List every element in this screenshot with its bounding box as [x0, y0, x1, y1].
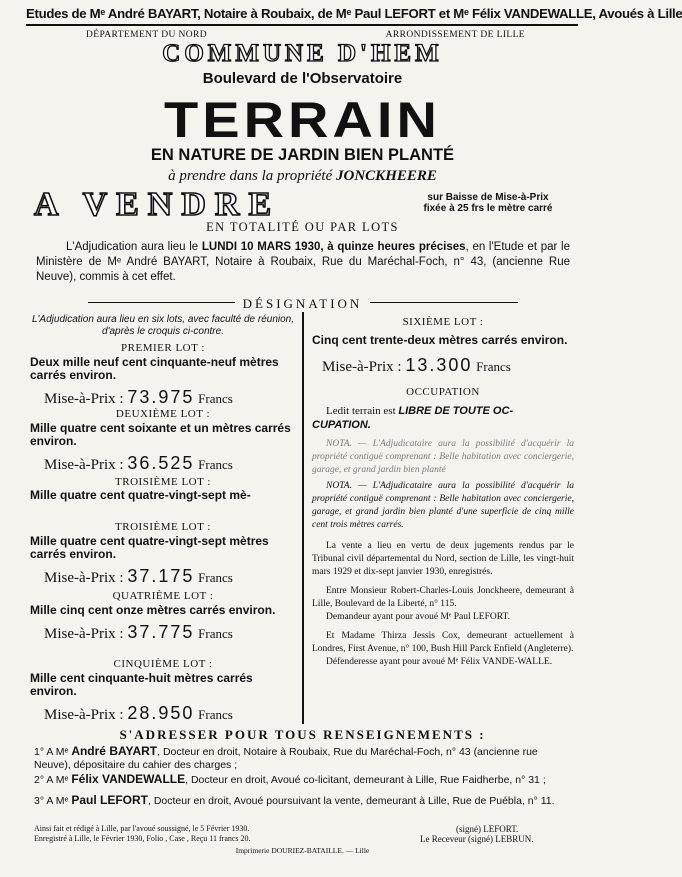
address-item	[34, 794, 574, 808]
lot-6-title: SIXIÈME LOT :	[402, 316, 484, 328]
lot-title: PREMIER LOT :	[121, 342, 205, 354]
lot-description: Mille quatre cent soixante et un mètres carrés environ.	[30, 421, 291, 448]
occupation-title: OCCUPATION	[406, 386, 480, 398]
lots-intro: L'Adjudication aura lieu en six lots, avec faculté de réunion, d'après le croquis ci-contre.	[31, 314, 295, 337]
lot-currency: Francs	[198, 457, 233, 472]
defenderesse-avoue: Défenderesse ayant pour avoué Mᵉ Félix VANDE-WALLE.	[326, 657, 553, 667]
lot-1	[30, 342, 296, 408]
right-column	[312, 316, 574, 669]
lot-currency: Francs	[198, 391, 233, 406]
departement-label: DÉPARTEMENT DU NORD	[86, 30, 208, 40]
lot-5	[30, 658, 296, 724]
lot-mise-a-prix	[30, 622, 296, 643]
lot-price: 13.300	[405, 355, 473, 375]
address-prefix: A Mᵉ	[46, 746, 69, 758]
commune-title: COMMUNE D'HEM	[162, 40, 443, 67]
prendre-name: JONCKHEERE	[336, 168, 437, 184]
lot-price: 73.975	[127, 387, 195, 407]
address-item	[34, 773, 574, 787]
footer-right	[420, 824, 580, 844]
address-num: 1°	[34, 746, 45, 758]
lot-6-mise-a-prix	[312, 355, 574, 376]
mise-label: Mise-à-Prix :	[44, 626, 124, 642]
lot-price: 37.775	[127, 622, 195, 642]
lot-currency: Francs	[476, 359, 511, 374]
mise-label: Mise-à-Prix :	[44, 391, 124, 407]
nature-line: EN NATURE DE JARDIN BIEN PLANTÉ	[150, 146, 455, 164]
jugements-paragraph: La vente a lieu en vertu de deux jugements rendus par le Tribunal civil départemental du Nord, section de Lille, les vingt-huit mars 1929 et dix-sept janvier 1930, enregistrés.	[312, 541, 574, 577]
lot-description: Mille quatre cent quatre-vingt-sept mètres carrés environ.	[30, 534, 269, 561]
totalite-line: EN TOTALITÉ OU PAR LOTS	[206, 220, 399, 234]
lot-6-description: Cinq cent trente-deux mètres carrés environ.	[312, 333, 568, 347]
footer-enregistre: Enregistré à Lille, le Février 1930, Folio , Case , Reçu 11 francs 20.	[34, 834, 251, 843]
lot-3-misprint	[30, 476, 296, 501]
address-num: 2°	[34, 774, 45, 786]
demandeur-paragraph: Entre Monsieur Robert-Charles-Louis Jonckheere, demeurant à Lille, Boulevard de la Liberté, n° 115.	[312, 586, 574, 609]
lot-title: TROISIÈME LOT :	[115, 521, 211, 533]
prendre-prefix: à prendre dans la propriété	[168, 168, 333, 184]
header-banner: Etudes de Mᵉ André BAYART, Notaire à Roubaix, de Mᵉ Paul LEFORT et Mᵉ Félix VANDEWALLE, Avoués à Lille	[26, 6, 578, 26]
occupation-bold: LIBRE DE TOUTE OC- CUPATION.	[312, 405, 514, 431]
printer-line: Imprimerie DOURIEZ-BATAILLE. — Lille	[235, 846, 370, 855]
lot-currency: Francs	[198, 626, 233, 641]
footer-redige: Ainsi fait et rédigé à Lille, par l'avoué soussigné, le 5 Février 1930.	[34, 824, 250, 833]
nota: NOTA. — L'Adjudicataire aura la possibilité d'acquérir la propriété contiguë comprenant : Belle habitation avec conciergerie, garage, et grand jardin bien planté d'une superficie de cinq mille cent trois mètres carrés.	[312, 481, 574, 530]
lot-price: 36.525	[127, 453, 195, 473]
lot-price: 37.175	[127, 566, 195, 586]
address-num: 3°	[34, 795, 45, 807]
adjudication-paragraph	[36, 240, 570, 285]
baisse-note	[393, 192, 583, 214]
address-text: , Docteur en droit, Avoué co-licitant, demeurant à Lille, Rue Faidherbe, n° 31 ;	[185, 774, 546, 786]
lot-4	[30, 590, 296, 643]
prendre-line	[0, 168, 605, 185]
demandeur-avoue: Demandeur ayant pour avoué Mᵉ Paul LEFORT.	[326, 612, 510, 622]
adjudication-intro: L'Adjudication aura lieu le	[66, 241, 199, 253]
lot-title: CINQUIÈME LOT :	[113, 658, 213, 670]
address-name: Félix VANDEWALLE	[71, 772, 186, 786]
left-column	[30, 314, 296, 338]
lot-title: DEUXIÈME LOT :	[115, 408, 211, 420]
designation-heading	[0, 295, 605, 313]
lot-price: 28.950	[127, 703, 195, 723]
adjudication-date: LUNDI 10 MARS 1930, à quinze heures précises	[201, 241, 466, 253]
terrain-headline: TERRAIN	[164, 91, 441, 148]
occupation-prefix: Ledit terrain est	[326, 405, 396, 417]
address-name: André BAYART	[71, 744, 158, 758]
column-divider	[302, 312, 304, 724]
baisse-line-1: sur Baisse de Mise-à-Prix	[427, 192, 549, 203]
lot-currency: Francs	[198, 707, 233, 722]
lot-mise-a-prix	[30, 387, 296, 408]
mise-label: Mise-à-Prix :	[44, 707, 124, 723]
lot-description: Deux mille neuf cent cinquante-neuf mètres carrés environ.	[30, 355, 279, 382]
footer-signe: (signé) LEFORT.	[456, 824, 519, 834]
nota-faded: NOTA. — L'Adjudicataire aura la possibilité d'acquérir la propriété contiguë comprenant : Belle habitation avec conciergerie, garage, et grand jardin bien planté	[312, 439, 574, 475]
defenderesse-paragraph: Et Madame Thirza Jessis Cox, demeurant actuellement à Londres, First Avenue, n° 100, Bush Hill Parck Enfield (Angleterre).	[312, 631, 574, 654]
footer-receveur: Le Receveur (signé) LEBRUN.	[420, 834, 534, 844]
address-item	[34, 745, 574, 772]
lot-3	[30, 521, 296, 587]
mise-label: Mise-à-Prix :	[44, 457, 124, 473]
lot-description: Mille cent cinquante-huit mètres carrés environ.	[30, 671, 253, 698]
baisse-line-2: fixée à 25 frs le mètre carré	[423, 203, 553, 214]
adjudication-rest: , en l'Etude et par le Ministère de Mᵉ André BAYART, Notaire à Roubaix, Rue du Maréchal-Foch, n° 43, (ancienne Rue Neuve), commis à cet effet.	[36, 241, 570, 283]
addresses-title: S'ADRESSER POUR TOUS RENSEIGNEMENTS :	[119, 727, 486, 742]
address-prefix: A Mᵉ	[46, 795, 69, 807]
lot-2	[30, 408, 296, 474]
designation-label: DÉSIGNATION	[235, 296, 371, 311]
occupation-text	[312, 404, 574, 432]
boulevard-subtitle: Boulevard de l'Observatoire	[202, 70, 403, 87]
lot-title: TROISIÈME LOT :	[115, 476, 211, 488]
address-text: , Docteur en droit, Notaire à Roubaix, Rue du Maréchal-Foch, n° 43 (ancienne rue Neuve), dépositaire du cahier des charges ;	[34, 746, 538, 771]
address-name: Paul LEFORT	[71, 793, 148, 807]
lot-description: Mille cinq cent onze mètres carrés environ.	[30, 603, 276, 617]
lot-currency: Francs	[198, 570, 233, 585]
lot-mise-a-prix	[30, 703, 296, 724]
lot-mise-a-prix	[30, 453, 296, 474]
footer-left	[34, 824, 364, 844]
lot-description: Mille quatre cent quatre-vingt-sept mè-	[30, 488, 251, 502]
address-prefix: A Mᵉ	[46, 774, 69, 786]
arrondissement-label: ARRONDISSEMENT DE LILLE	[385, 30, 525, 40]
lot-title: QUATRIÈME LOT :	[112, 590, 214, 602]
mise-label: Mise-à-Prix :	[44, 570, 124, 586]
address-text: , Docteur en droit, Avoué poursuivant la vente, demeurant à Lille, Rue de Puébla, n° 11.	[147, 795, 555, 807]
lot-mise-a-prix	[30, 566, 296, 587]
a-vendre-headline: A VENDRE	[34, 186, 281, 223]
mise-label: Mise-à-Prix :	[322, 359, 402, 375]
